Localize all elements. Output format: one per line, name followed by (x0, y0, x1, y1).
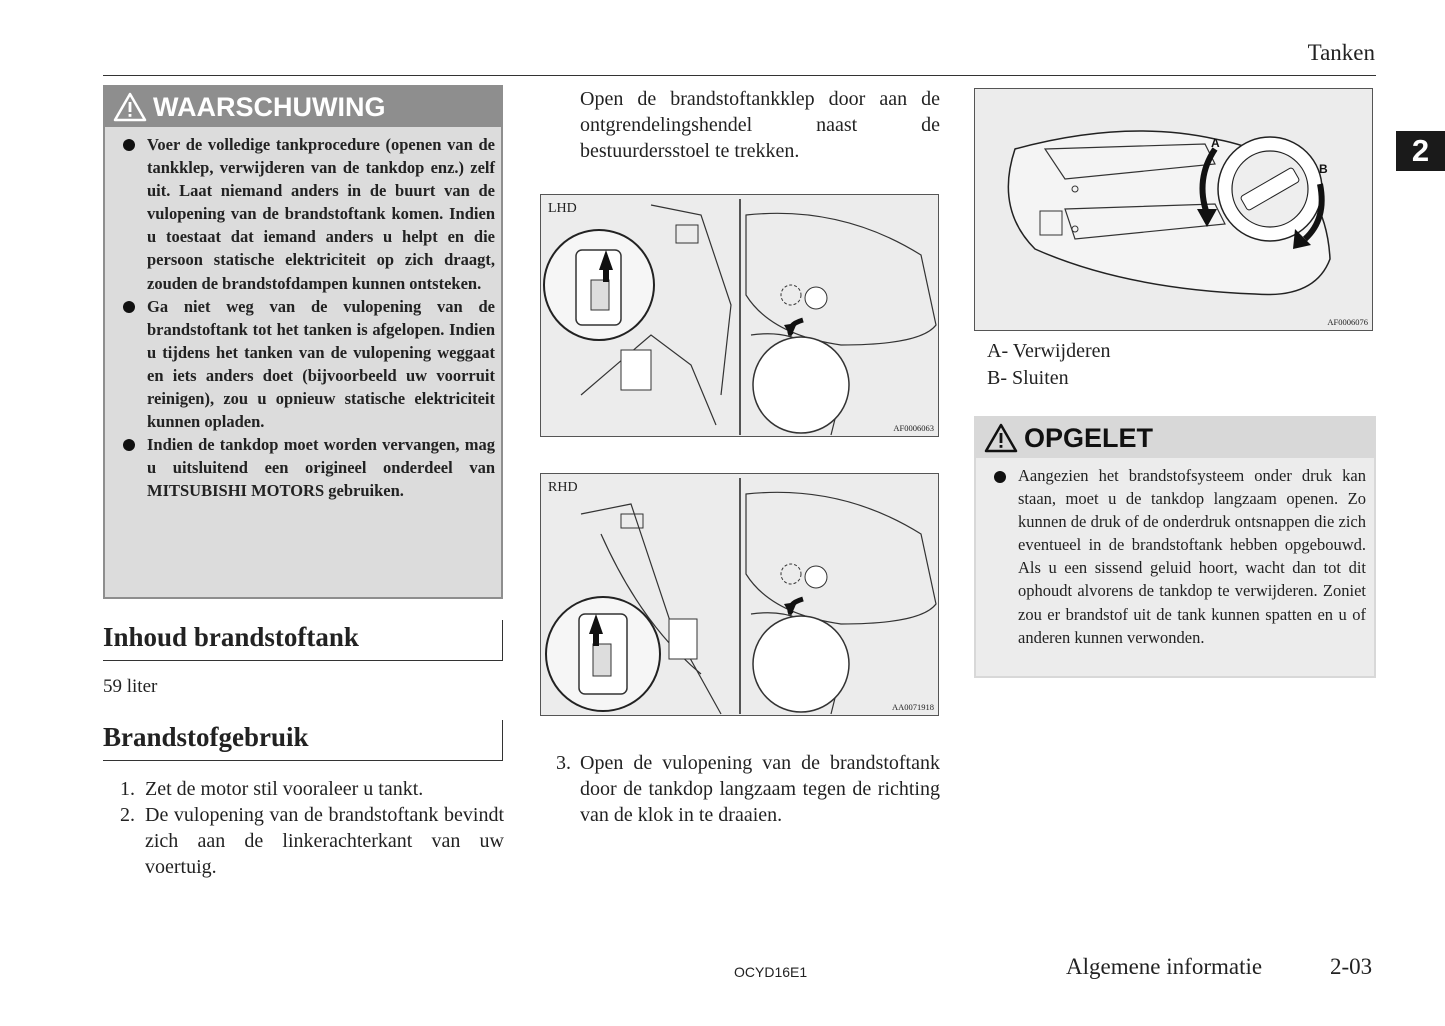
figure-rhd (540, 473, 939, 716)
caution-triangle-icon (984, 423, 1018, 453)
caution-item: Aangezien het brandstofsysteem onder druk kan staan, moet u de tankdop langzaam openen. Zo kunnen de druk of de onderdruk ontsnappen die zich eventueel in de brandstoftank hebben opgebouwd. Als u een sissend geluid hoort, wacht dan tot dit ophoudt alvorens de tankdop te verwijderen. Zoniet zou er brandstof uit de tank kunnen spatten en u of anderen kunnen verwonden. (976, 458, 1374, 649)
legend-item-a: A- Verwijderen (987, 340, 1111, 362)
step-item (103, 802, 504, 880)
figure-code: AA0071918 (891, 702, 934, 712)
warning-header (105, 87, 501, 127)
caution-title: OPGELET (1024, 422, 1154, 453)
step-item (103, 776, 504, 802)
bullet-icon (994, 471, 1006, 483)
step-text: Zet de motor stil vooraleer u tankt. (145, 778, 424, 800)
fuel-lid-release-rhd-illustration (541, 474, 939, 716)
figure-label: RHD (548, 480, 578, 495)
warning-list (105, 127, 501, 503)
legend-item-b: B- Sluiten (987, 367, 1069, 389)
figure-legend (987, 338, 1110, 392)
figure-label: LHD (548, 201, 577, 216)
figure-code: AF0006063 (893, 423, 934, 433)
footer-doc-code: OCYD16E1 (734, 964, 808, 980)
marker-a: A (1211, 136, 1220, 150)
step-3 (556, 750, 940, 828)
intro-paragraph: Open de brandstoftankklep door aan de ontgrendelingshendel naast de bestuurdersstoel te trekken. (580, 88, 940, 162)
warning-box (103, 85, 503, 599)
step-number: 3. (556, 752, 571, 774)
warning-title: WAARSCHUWING (153, 91, 386, 122)
footer-section: Algemene informatie (1066, 954, 1263, 979)
figure-fuel-cap (974, 88, 1373, 331)
caution-box (974, 416, 1376, 678)
bullet-icon (123, 139, 135, 151)
chapter-tab: 2 (1396, 131, 1445, 171)
step-text: Open de vulopening van de brandstoftank door de tankdop langzaam tegen de richting van de klok in te draaien. (580, 752, 940, 826)
footer-page-number: 2-03 (1330, 954, 1373, 979)
bullet-icon (123, 301, 135, 313)
header-divider (103, 75, 1376, 76)
step-item (556, 750, 940, 828)
figure-lhd (540, 194, 939, 437)
caution-header (976, 418, 1374, 458)
step-text: De vulopening van de brandstoftank bevindt zich aan de linkerachterkant van uw voertuig. (145, 804, 504, 878)
bullet-icon (123, 439, 135, 451)
fuel-usage-steps (103, 776, 504, 880)
warning-item: Indien de tankdop moet worden vervangen, mag u uitsluitend een origineel onderdeel van MITSUBISHI MOTORS gebruiken. (105, 433, 495, 502)
marker-b: B (1319, 162, 1328, 176)
fuel-lid-release-lhd-illustration (541, 195, 939, 437)
warning-item: Ga niet weg van de vulopening van de brandstoftank tot het tanken is afgelopen. Indien u tijdens het tanken van de vulopening weggaat en iets anders doet (bijvoorbeeld uw voorruit reinigen), zou u opnieuw statische elektriciteit kunnen opladen. (105, 295, 495, 434)
step-number: 1. (120, 778, 135, 800)
page-header-title: Tanken (1307, 40, 1375, 65)
tank-capacity-value: 59 liter (103, 676, 158, 697)
warning-triangle-icon (113, 92, 147, 122)
step-number: 2. (120, 804, 135, 826)
fuel-usage-heading: Brandstofgebruik (103, 720, 503, 761)
tank-capacity-heading: Inhoud brandstoftank (103, 620, 503, 661)
fuel-cap-illustration (975, 89, 1373, 331)
figure-code: AF0006076 (1327, 317, 1368, 327)
warning-item: Voer de volledige tankprocedure (openen van de tankklep, verwijderen van de tankdop enz.) zelf uit. Laat niemand anders in de buurt van de vulopening van de brandstoftank komen. Indien u toestaat dat iemand anders u helpt en die persoon statische elektriciteit op zich draagt, zouden de brandstofdampen kunnen ontsteken. (105, 133, 495, 295)
